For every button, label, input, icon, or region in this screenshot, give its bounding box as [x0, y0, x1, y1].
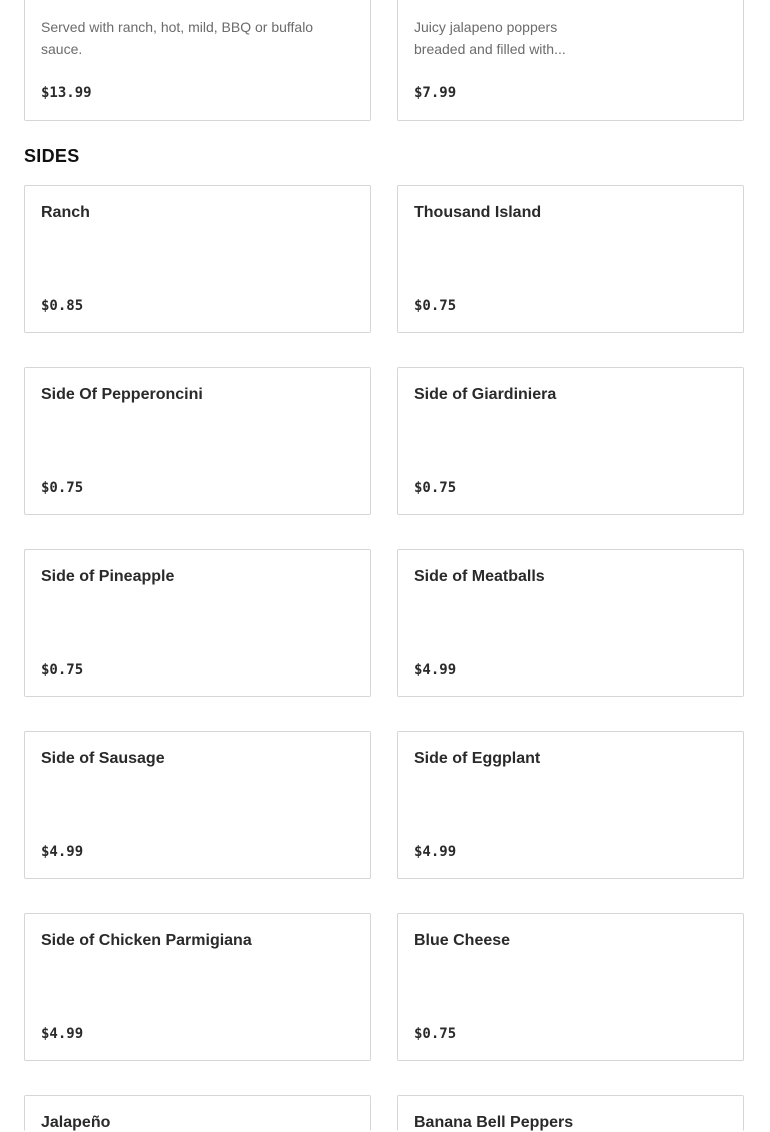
menu-item-price: $13.99 — [41, 85, 92, 101]
menu-item-price: $0.75 — [414, 298, 457, 314]
menu-item-card[interactable] — [24, 913, 371, 1061]
menu-item-card[interactable] — [24, 0, 371, 121]
menu-item-name: Side Of Pepperoncini — [41, 386, 203, 403]
menu-item-name: Side of Eggplant — [414, 750, 541, 767]
menu-item-card[interactable] — [24, 731, 371, 879]
menu-item-name: Blue Cheese — [414, 932, 511, 949]
menu-item-name: Side of Sausage — [41, 750, 165, 767]
menu-item-description: Juicy jalapeno poppers breaded and filled with... — [414, 19, 566, 57]
menu-item-price: $4.99 — [414, 662, 457, 678]
menu-item-price: $0.75 — [414, 1026, 457, 1042]
menu-item-name: Jalapeño — [41, 1114, 111, 1131]
menu-item-name: Side of Meatballs — [414, 568, 545, 585]
menu-item-card[interactable] — [397, 913, 744, 1061]
menu-item-card[interactable] — [397, 731, 744, 879]
menu-item-price: $0.75 — [414, 480, 457, 496]
menu-item-card[interactable] — [24, 1095, 371, 1131]
menu-item-name: Side of Chicken Parmigiana — [41, 932, 252, 949]
menu-item-price: $0.75 — [41, 662, 84, 678]
menu-item-name: Banana Bell Peppers — [414, 1114, 574, 1131]
menu-item-card[interactable] — [397, 185, 744, 333]
menu-item-price: $7.99 — [414, 85, 457, 101]
menu-item-name: Ranch — [41, 204, 90, 221]
menu-item-card[interactable] — [24, 549, 371, 697]
menu-item-price: $0.75 — [41, 480, 84, 496]
menu-item-card[interactable] — [397, 549, 744, 697]
menu-item-card[interactable] — [24, 367, 371, 515]
menu-item-name: Thousand Island — [414, 204, 542, 221]
section-heading-sides: SIDES — [24, 146, 80, 166]
menu-item-price: $4.99 — [41, 844, 84, 860]
menu-item-card[interactable] — [397, 0, 744, 121]
menu-item-price: $4.99 — [41, 1026, 84, 1042]
menu-item-card[interactable] — [397, 367, 744, 515]
menu-item-card[interactable] — [397, 1095, 744, 1131]
menu-item-name: Side of Giardiniera — [414, 386, 557, 403]
menu-item-price: $4.99 — [414, 844, 457, 860]
menu-item-description: Served with ranch, hot, mild, BBQ or buffalo sauce. — [41, 19, 314, 57]
menu-item-name: Side of Pineapple — [41, 568, 175, 585]
menu-item-price: $0.85 — [41, 298, 84, 314]
menu-item-card[interactable] — [24, 185, 371, 333]
